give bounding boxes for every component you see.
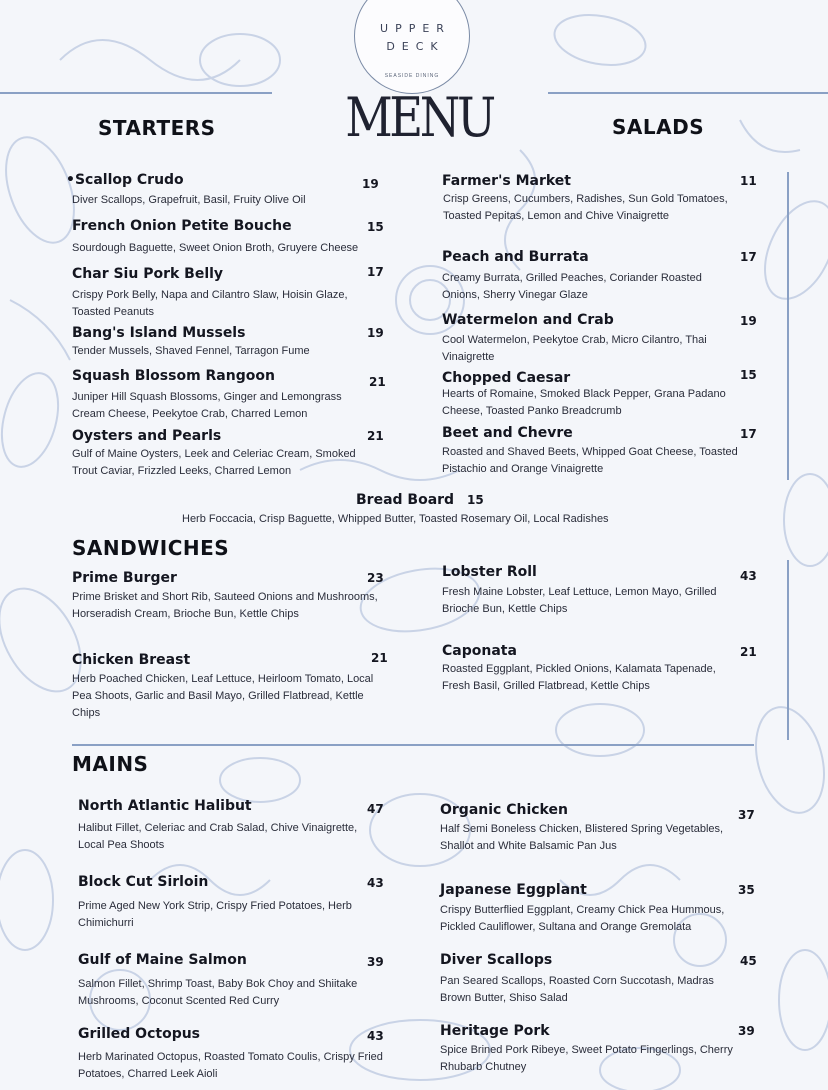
menu-title: MENU [345,86,493,149]
item-name: French Onion Petite Bouche [72,218,292,234]
item-price: 43 [740,569,757,583]
sandwich-side-rule [787,560,789,740]
item-desc: Half Semi Boneless Chicken, Blistered Spring Vegetables, Shallot and White Balsamic Pan Jus [440,823,724,852]
sandwiches-heading: SANDWICHES [72,536,230,560]
item-price: 43 [367,876,384,890]
item-name: Caponata [442,643,517,659]
item-name: •Scallop Crudo [66,172,184,188]
item-name: Chopped Caesar [442,370,571,386]
restaurant-logo [350,0,474,98]
item-price: 19 [367,326,384,340]
item-price: 23 [367,571,384,585]
item-desc: Crispy Butterflied Eggplant, Creamy Chick Pea Hummous, Pickled Cauliflower, Sultana and Orange Gremolata [440,904,725,933]
item-name: Block Cut Sirloin [78,874,209,890]
item-name: Watermelon and Crab [442,312,614,328]
item-name: Diver Scallops [440,952,553,968]
item-price: 47 [367,802,384,816]
item-name: Prime Burger [72,570,177,586]
item-price: 11 [740,174,757,188]
mains-heading: MAINS [72,752,149,776]
item-desc: Diver Scallops, Grapefruit, Basil, Fruity Olive Oil [72,194,306,206]
item-price: 15 [740,368,757,382]
item-name: Peach and Burrata [442,249,589,265]
item-price: 45 [740,954,757,968]
item-price: 17 [740,250,757,264]
item-desc: Roasted and Shaved Beets, Whipped Goat Cheese, Toasted Pistachio and Orange Vinaigrette [442,446,738,475]
item-name: Japanese Eggplant [440,882,587,898]
item-desc: Crisp Greens, Cucumbers, Radishes, Sun Gold Tomatoes, Toasted Pepitas, Lemon and Chive Vinaigrette [443,193,728,222]
mains-divider [72,744,754,746]
item-price: 15 [367,220,384,234]
item-name: Chicken Breast [72,652,191,668]
item-name: Grilled Octopus [78,1026,201,1042]
item-name: North Atlantic Halibut [78,798,252,814]
logo-line-deck: DECK [386,40,445,53]
logo-subtitle: SEASIDE DINING [384,73,440,79]
item-price: 37 [738,808,755,822]
item-desc: Spice Brined Pork Ribeye, Sweet Potato Fingerlings, Cherry Rhubarb Chutney [440,1044,733,1073]
item-price: 17 [740,427,757,441]
item-price: 19 [362,177,379,191]
item-name: Beet and Chevre [442,425,573,441]
starters-heading: STARTERS [98,116,216,140]
item-price: 21 [367,429,384,443]
item-desc: Halibut Fillet, Celeriac and Crab Salad, Chive Vinaigrette, Local Pea Shoots [78,822,358,851]
item-desc: Fresh Maine Lobster, Leaf Lettuce, Lemon Mayo, Grilled Brioche Bun, Kettle Chips [442,586,717,615]
bread-board-name: Bread Board [356,492,455,508]
item-name: Gulf of Maine Salmon [78,952,247,968]
item-name: Char Siu Pork Belly [72,266,224,282]
item-price: 21 [371,651,388,665]
item-name: Lobster Roll [442,564,537,580]
salads-heading: SALADS [612,115,705,139]
item-desc: Gulf of Maine Oysters, Leek and Celeriac Cream, Smoked Trout Caviar, Frizzled Leeks, Charred Lemon [72,448,356,477]
item-desc: Cool Watermelon, Peekytoe Crab, Micro Cilantro, Thai Vinaigrette [442,334,707,363]
item-desc: Creamy Burrata, Grilled Peaches, Coriander Roasted Onions, Sherry Vinegar Glaze [442,272,702,301]
item-price: 39 [367,955,384,969]
item-name: Oysters and Pearls [72,428,222,444]
item-price: 17 [367,265,384,279]
item-desc: Crispy Pork Belly, Napa and Cilantro Slaw, Hoisin Glaze, Toasted Peanuts [72,289,348,318]
item-desc: Prime Aged New York Strip, Crispy Fried Potatoes, Herb Chimichurri [78,900,352,929]
salads-side-rule [787,172,789,480]
item-desc: Herb Marinated Octopus, Roasted Tomato Coulis, Crispy Fried Potatoes, Charred Leek Aioli [78,1051,383,1080]
item-price: 43 [367,1029,384,1043]
item-price: 39 [738,1024,755,1038]
logo-line-upper: UPPER [380,22,451,35]
item-name: Squash Blossom Rangoon [72,368,275,384]
item-desc: Herb Poached Chicken, Leaf Lettuce, Heirloom Tomato, Local Pea Shoots, Garlic and Basil Mayo, Grilled Flatbread, Kettle Chips [72,673,374,719]
item-desc: Sourdough Baguette, Sweet Onion Broth, Gruyere Cheese [72,242,359,254]
item-desc: Prime Brisket and Short Rib, Sauteed Onions and Mushrooms, Horseradish Cream, Brioche Bun, Kettle Chips [72,591,378,620]
item-desc: Roasted Eggplant, Pickled Onions, Kalamata Tapenade, Fresh Basil, Grilled Flatbread, Kettle Chips [442,663,716,692]
item-desc: Hearts of Romaine, Smoked Black Pepper, Grana Padano Cheese, Toasted Panko Breadcrumb [442,388,726,417]
item-name: Farmer's Market [442,173,571,189]
item-price: 19 [740,314,757,328]
item-price: 21 [740,645,757,659]
item-desc: Juniper Hill Squash Blossoms, Ginger and Lemongrass Cream Cheese, Peekytoe Crab, Charred Lemon [72,391,342,420]
item-name: Organic Chicken [440,802,568,818]
bread-board-price: 15 [467,493,484,507]
item-desc: Salmon Fillet, Shrimp Toast, Baby Bok Choy and Shiitake Mushrooms, Coconut Scented Red Curry [78,978,358,1007]
item-price: 35 [738,883,755,897]
header-rule-right [548,92,828,94]
item-price: 21 [369,375,386,389]
item-name: Bang's Island Mussels [72,325,246,341]
item-desc: Tender Mussels, Shaved Fennel, Tarragon Fume [72,345,310,357]
item-desc: Pan Seared Scallops, Roasted Corn Succotash, Madras Brown Butter, Shiso Salad [440,975,714,1004]
header-rule-left [0,92,272,94]
bread-board-desc: Herb Foccacia, Crisp Baguette, Whipped Butter, Toasted Rosemary Oil, Local Radishes [182,513,609,525]
item-name: Heritage Pork [440,1023,550,1039]
